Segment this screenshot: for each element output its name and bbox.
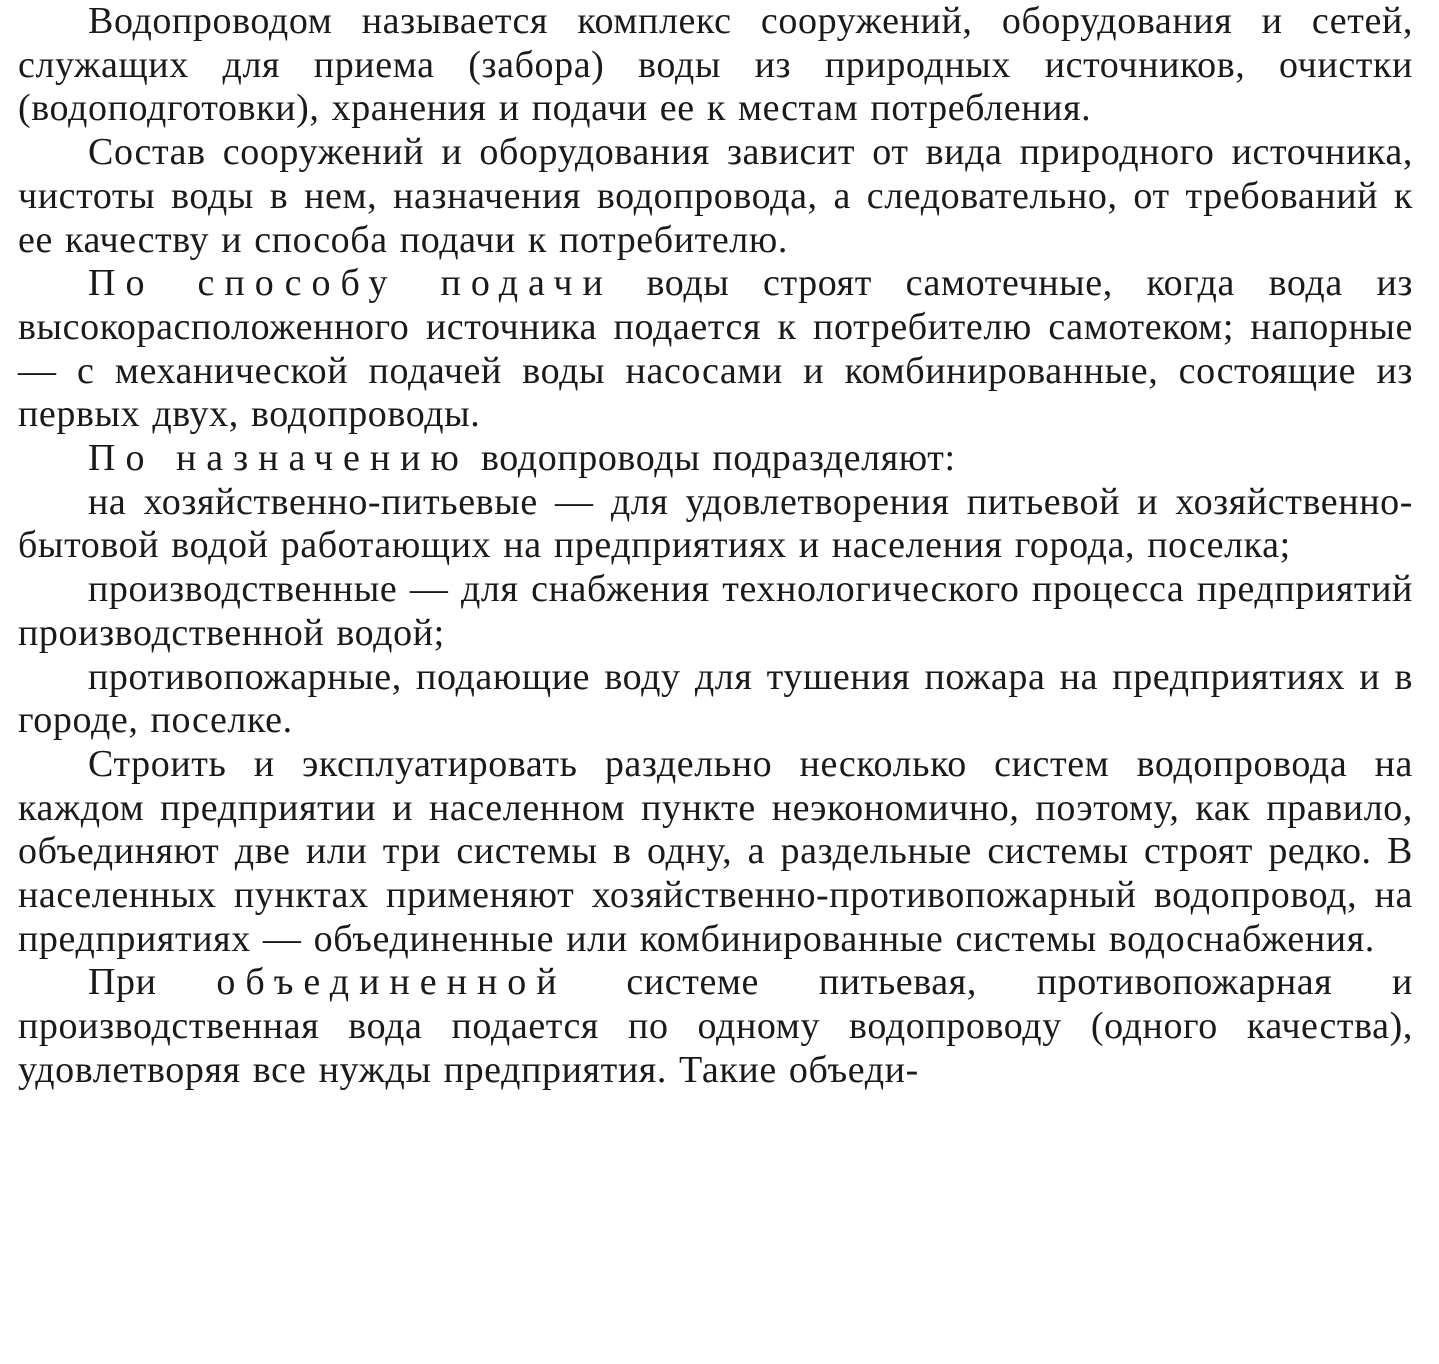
paragraph-unified-system bbox=[18, 961, 1413, 1092]
emphasized-term: По назначению bbox=[88, 437, 469, 480]
paragraph-lead: При bbox=[88, 961, 217, 1004]
paragraph-text: противопожарные, подающие воду для тушения пожара на предприятиях и в городе, поселке. bbox=[18, 655, 1413, 742]
paragraph-definition bbox=[18, 0, 1413, 131]
paragraph-text: воды строят самотечные, когда вода из высокорасположенного источника подается к потребителю самотеком; напорные — с механической подачей воды насосами и комбинированные, состоящие из первых двух, водопроводы. bbox=[18, 262, 1413, 436]
document-page bbox=[18, 0, 1413, 1093]
paragraph-text: Состав сооружений и оборудования зависит от вида природного источника, чистоты воды в нем, назначения водопровода, а следовательно, от требований к ее качеству и способа подачи к потребителю. bbox=[18, 131, 1413, 261]
paragraph-text: системе питьевая, противопожарная и производственная вода подается по одному водопроводу (одного качества), удовлетворяя все нужды предприятия. Такие объеди- bbox=[18, 961, 1413, 1091]
paragraph-text: Строить и эксплуатировать раздельно несколько систем водопровода на каждом предприятии и населенном пункте неэкономично, поэтому, как правило, объединяют две или три системы в одну, а раздельные системы строят редко. В населенных пунктах применяют хозяйственно-противопожарный водопровод, на предприятиях — объединенные или комбинированные системы водоснабжения. bbox=[18, 742, 1413, 960]
paragraph-by-purpose bbox=[18, 437, 1413, 481]
paragraph-text: производственные — для снабжения технологического процесса предприятий производственной водой; bbox=[18, 568, 1413, 654]
list-item-fire bbox=[18, 656, 1413, 743]
paragraph-composition bbox=[18, 131, 1413, 262]
list-item-household bbox=[18, 481, 1413, 568]
emphasized-term: По способу подачи bbox=[88, 262, 613, 305]
paragraph-text: Водопроводом называется комплекс сооружений, оборудования и сетей, служащих для приема (забора) воды из природных источников, очистки (водоподготовки), хранения и подачи ее к местам потребления. bbox=[18, 0, 1413, 130]
list-item-industrial bbox=[18, 568, 1413, 655]
paragraph-combined-systems bbox=[18, 743, 1413, 962]
paragraph-by-supply-method bbox=[18, 262, 1413, 437]
paragraph-text: на хозяйственно-питьевые — для удовлетворения питьевой и хозяйственно-бытовой водой работающих на предприятиях и населения города, поселка; bbox=[18, 480, 1413, 567]
paragraph-text: водопроводы подразделяют: bbox=[468, 437, 956, 480]
emphasized-term: объединенной bbox=[216, 961, 567, 1004]
